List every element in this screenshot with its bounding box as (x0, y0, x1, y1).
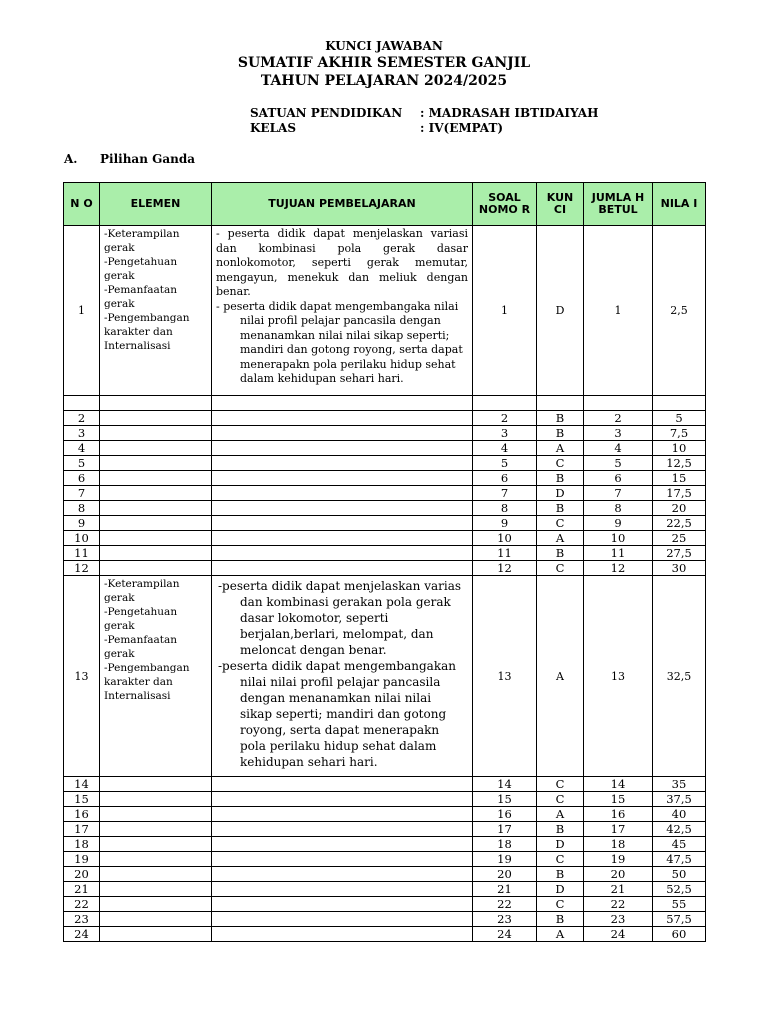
table-row (64, 516, 706, 531)
blank-cell (212, 396, 473, 411)
table-row (64, 226, 706, 396)
cell-no: 23 (64, 912, 100, 927)
cell-soal: 12 (473, 561, 537, 576)
cell-no: 6 (64, 471, 100, 486)
table-row (64, 882, 706, 897)
cell-jumlah: 1 (584, 226, 653, 396)
cell-no: 7 (64, 486, 100, 501)
table-row (64, 486, 706, 501)
cell-no: 17 (64, 822, 100, 837)
cell-no: 16 (64, 807, 100, 822)
info-kelas-value: : IV(EMPAT) (420, 121, 504, 135)
cell-nilai: 30 (653, 561, 706, 576)
cell-nilai: 57,5 (653, 912, 706, 927)
cell-jumlah: 9 (584, 516, 653, 531)
cell-kunci: B (537, 411, 584, 426)
cell-elemen (100, 807, 212, 822)
cell-soal: 10 (473, 531, 537, 546)
elemen-item: -Pengembangan karakter dan Internalisasi (104, 312, 190, 352)
table-row (64, 867, 706, 882)
header-kunci: KUN CI (537, 183, 584, 226)
cell-tujuan (212, 852, 473, 867)
cell-tujuan (212, 777, 473, 792)
cell-kunci: D (537, 486, 584, 501)
doc-title-sumatif: SUMATIF AKHIR SEMESTER GANJIL (237, 55, 531, 71)
cell-soal: 5 (473, 456, 537, 471)
table-body (64, 183, 706, 942)
cell-jumlah: 6 (584, 471, 653, 486)
cell-nilai: 40 (653, 807, 706, 822)
section-number: A. (64, 152, 78, 166)
table-row (64, 822, 706, 837)
cell-nilai: 45 (653, 837, 706, 852)
cell-tujuan (212, 441, 473, 456)
cell-tujuan (212, 927, 473, 942)
cell-kunci: C (537, 456, 584, 471)
doc-title-kunci: KUNCI JAWABAN (325, 39, 443, 53)
cell-nilai: 37,5 (653, 792, 706, 807)
table-row (64, 411, 706, 426)
cell-nilai: 7,5 (653, 426, 706, 441)
info-kelas (250, 121, 503, 135)
cell-soal: 15 (473, 792, 537, 807)
header-tujuan: TUJUAN PEMBELAJARAN (212, 183, 473, 226)
cell-kunci: C (537, 792, 584, 807)
cell-soal: 20 (473, 867, 537, 882)
cell-kunci: A (537, 441, 584, 456)
header-nilai: NILA I (653, 183, 706, 226)
cell-no: 1 (64, 226, 100, 396)
cell-tujuan (212, 546, 473, 561)
cell-elemen (100, 777, 212, 792)
cell-kunci: C (537, 561, 584, 576)
doc-title-tahun: TAHUN PELAJARAN 2024/2025 (260, 73, 508, 89)
elemen-item: -Pengetahuan gerak (104, 256, 178, 282)
cell-tujuan (212, 411, 473, 426)
cell-nilai: 25 (653, 531, 706, 546)
tujuan-text-1: -peserta didik dapat menjelaskan varias dan kombinasi gerakan pola gerak dasar lokomotor, seperti berjalan,berlari, melompat, dan meloncat dengan benar. (218, 579, 462, 657)
section-heading (64, 152, 195, 166)
cell-no: 20 (64, 867, 100, 882)
info-satuan-label: SATUAN PENDIDIKAN (250, 106, 403, 120)
table-row (64, 456, 706, 471)
cell-tujuan (212, 882, 473, 897)
cell-elemen (100, 516, 212, 531)
cell-tujuan (212, 456, 473, 471)
cell-nilai: 55 (653, 897, 706, 912)
cell-elemen (100, 411, 212, 426)
cell-jumlah: 8 (584, 501, 653, 516)
cell-soal: 1 (473, 226, 537, 396)
elemen-item: -Pengembangan karakter dan Internalisasi (104, 662, 190, 702)
elemen-item: -Keterampilan gerak (104, 578, 180, 604)
tujuan-cell (212, 576, 473, 777)
cell-kunci: D (537, 837, 584, 852)
info-satuan-value: : MADRASAH IBTIDAIYAH (420, 106, 599, 120)
cell-tujuan (212, 837, 473, 852)
cell-kunci: C (537, 777, 584, 792)
section-title: Pilihan Ganda (100, 152, 196, 166)
cell-jumlah: 22 (584, 897, 653, 912)
cell-kunci: B (537, 546, 584, 561)
header-soal: SOAL NOMO R (473, 183, 537, 226)
cell-tujuan (212, 471, 473, 486)
header-no: N O (64, 183, 100, 226)
blank-cell (100, 396, 212, 411)
cell-no: 19 (64, 852, 100, 867)
cell-nilai: 22,5 (653, 516, 706, 531)
cell-jumlah: 12 (584, 561, 653, 576)
cell-kunci: B (537, 426, 584, 441)
cell-soal: 6 (473, 471, 537, 486)
cell-jumlah: 18 (584, 837, 653, 852)
cell-tujuan (212, 516, 473, 531)
table-row (64, 546, 706, 561)
cell-nilai: 50 (653, 867, 706, 882)
cell-no: 4 (64, 441, 100, 456)
cell-tujuan (212, 897, 473, 912)
cell-kunci: B (537, 471, 584, 486)
cell-elemen (100, 471, 212, 486)
cell-kunci: B (537, 912, 584, 927)
table-row (64, 792, 706, 807)
tujuan-text-2: -peserta didik dapat mengembangakan nilai nilai profil pelajar pancasila dengan menanamkan nilai nilai sikap seperti; mandiri dan gotong royong, serta dapat menerapakn pola perilaku hidup sehat dalam kehidupan sehari hari. (218, 659, 456, 769)
cell-elemen (100, 486, 212, 501)
cell-elemen (100, 837, 212, 852)
elemen-item: -Pengetahuan gerak (104, 606, 178, 632)
info-satuan (250, 106, 598, 120)
cell-jumlah: 7 (584, 486, 653, 501)
cell-kunci: C (537, 516, 584, 531)
cell-elemen (100, 456, 212, 471)
cell-no: 15 (64, 792, 100, 807)
cell-no: 24 (64, 927, 100, 942)
cell-nilai: 35 (653, 777, 706, 792)
cell-soal: 16 (473, 807, 537, 822)
cell-kunci: A (537, 576, 584, 777)
cell-soal: 3 (473, 426, 537, 441)
table-row (64, 426, 706, 441)
table-row (64, 837, 706, 852)
cell-elemen (100, 561, 212, 576)
table-row (64, 531, 706, 546)
table-row (64, 927, 706, 942)
elemen-cell (100, 576, 212, 777)
cell-tujuan (212, 486, 473, 501)
blank-cell (64, 396, 100, 411)
cell-elemen (100, 882, 212, 897)
cell-no: 2 (64, 411, 100, 426)
cell-elemen (100, 426, 212, 441)
blank-cell (473, 396, 537, 411)
cell-elemen (100, 792, 212, 807)
cell-tujuan (212, 561, 473, 576)
cell-nilai: 52,5 (653, 882, 706, 897)
tujuan-text-1: - peserta didik dapat menjelaskan variasi dan kombinasi pola gerak dasar nonlokomotor, seperti gerak memutar, mengayun, menekuk dan meliuk dengan benar. (216, 227, 468, 298)
elemen-cell (100, 226, 212, 396)
blank-cell (584, 396, 653, 411)
cell-no: 13 (64, 576, 100, 777)
cell-nilai: 12,5 (653, 456, 706, 471)
cell-elemen (100, 501, 212, 516)
cell-soal: 21 (473, 882, 537, 897)
blank-row (64, 396, 706, 411)
table-row (64, 501, 706, 516)
cell-elemen (100, 822, 212, 837)
cell-tujuan (212, 867, 473, 882)
cell-jumlah: 15 (584, 792, 653, 807)
cell-no: 9 (64, 516, 100, 531)
table-row (64, 576, 706, 777)
cell-nilai: 32,5 (653, 576, 706, 777)
table-row (64, 441, 706, 456)
cell-kunci: B (537, 867, 584, 882)
cell-jumlah: 3 (584, 426, 653, 441)
cell-jumlah: 5 (584, 456, 653, 471)
cell-soal: 4 (473, 441, 537, 456)
cell-nilai: 15 (653, 471, 706, 486)
cell-jumlah: 20 (584, 867, 653, 882)
cell-kunci: B (537, 822, 584, 837)
cell-nilai: 5 (653, 411, 706, 426)
cell-soal: 22 (473, 897, 537, 912)
cell-tujuan (212, 501, 473, 516)
tujuan-cell (212, 226, 473, 396)
cell-kunci: C (537, 897, 584, 912)
cell-kunci: D (537, 226, 584, 396)
table-row (64, 807, 706, 822)
cell-soal: 24 (473, 927, 537, 942)
cell-jumlah: 21 (584, 882, 653, 897)
cell-jumlah: 17 (584, 822, 653, 837)
cell-soal: 8 (473, 501, 537, 516)
info-kelas-label: KELAS (250, 121, 296, 135)
cell-soal: 18 (473, 837, 537, 852)
cell-soal: 17 (473, 822, 537, 837)
cell-nilai: 42,5 (653, 822, 706, 837)
cell-kunci: A (537, 807, 584, 822)
cell-jumlah: 16 (584, 807, 653, 822)
cell-soal: 9 (473, 516, 537, 531)
cell-no: 12 (64, 561, 100, 576)
blank-cell (653, 396, 706, 411)
cell-jumlah: 4 (584, 441, 653, 456)
table-header-row (64, 183, 706, 226)
cell-jumlah: 23 (584, 912, 653, 927)
cell-soal: 11 (473, 546, 537, 561)
table-row (64, 471, 706, 486)
cell-nilai: 27,5 (653, 546, 706, 561)
cell-jumlah: 19 (584, 852, 653, 867)
cell-elemen (100, 897, 212, 912)
cell-elemen (100, 927, 212, 942)
cell-jumlah: 14 (584, 777, 653, 792)
table-row (64, 897, 706, 912)
cell-nilai: 60 (653, 927, 706, 942)
cell-soal: 2 (473, 411, 537, 426)
cell-tujuan (212, 822, 473, 837)
cell-nilai: 20 (653, 501, 706, 516)
cell-nilai: 17,5 (653, 486, 706, 501)
cell-no: 14 (64, 777, 100, 792)
cell-soal: 19 (473, 852, 537, 867)
cell-soal: 23 (473, 912, 537, 927)
answer-key-table (63, 182, 706, 942)
table-row (64, 777, 706, 792)
elemen-item: -Keterampilan gerak (104, 228, 180, 254)
cell-nilai: 10 (653, 441, 706, 456)
header-elemen: ELEMEN (100, 183, 212, 226)
elemen-item: -Pemanfaatan gerak (104, 634, 177, 660)
cell-no: 5 (64, 456, 100, 471)
cell-elemen (100, 531, 212, 546)
elemen-item: -Pemanfaatan gerak (104, 284, 177, 310)
tujuan-text-2: - peserta didik dapat mengembangaka nilai nilai profil pelajar pancasila dengan menanamkan nilai nilai sikap seperti; mandiri dan gotong royong, serta dapat menerapakn pola perilaku hidup sehat dalam kehidupan sehari hari. (216, 299, 463, 385)
cell-no: 3 (64, 426, 100, 441)
header-jumlah: JUMLA H BETUL (584, 183, 653, 226)
cell-jumlah: 2 (584, 411, 653, 426)
blank-cell (537, 396, 584, 411)
cell-elemen (100, 912, 212, 927)
cell-tujuan (212, 531, 473, 546)
cell-kunci: C (537, 852, 584, 867)
cell-tujuan (212, 426, 473, 441)
cell-no: 21 (64, 882, 100, 897)
cell-tujuan (212, 912, 473, 927)
cell-nilai: 47,5 (653, 852, 706, 867)
cell-kunci: D (537, 882, 584, 897)
cell-soal: 14 (473, 777, 537, 792)
table-row (64, 912, 706, 927)
cell-nilai: 2,5 (653, 226, 706, 396)
cell-no: 11 (64, 546, 100, 561)
cell-no: 22 (64, 897, 100, 912)
cell-kunci: B (537, 501, 584, 516)
cell-tujuan (212, 792, 473, 807)
cell-jumlah: 10 (584, 531, 653, 546)
cell-elemen (100, 441, 212, 456)
cell-elemen (100, 852, 212, 867)
cell-no: 18 (64, 837, 100, 852)
cell-elemen (100, 867, 212, 882)
cell-soal: 13 (473, 576, 537, 777)
cell-jumlah: 13 (584, 576, 653, 777)
cell-no: 8 (64, 501, 100, 516)
cell-kunci: A (537, 531, 584, 546)
cell-tujuan (212, 807, 473, 822)
table-row (64, 561, 706, 576)
cell-elemen (100, 546, 212, 561)
cell-jumlah: 11 (584, 546, 653, 561)
table-row (64, 852, 706, 867)
cell-jumlah: 24 (584, 927, 653, 942)
cell-kunci: A (537, 927, 584, 942)
cell-no: 10 (64, 531, 100, 546)
cell-soal: 7 (473, 486, 537, 501)
